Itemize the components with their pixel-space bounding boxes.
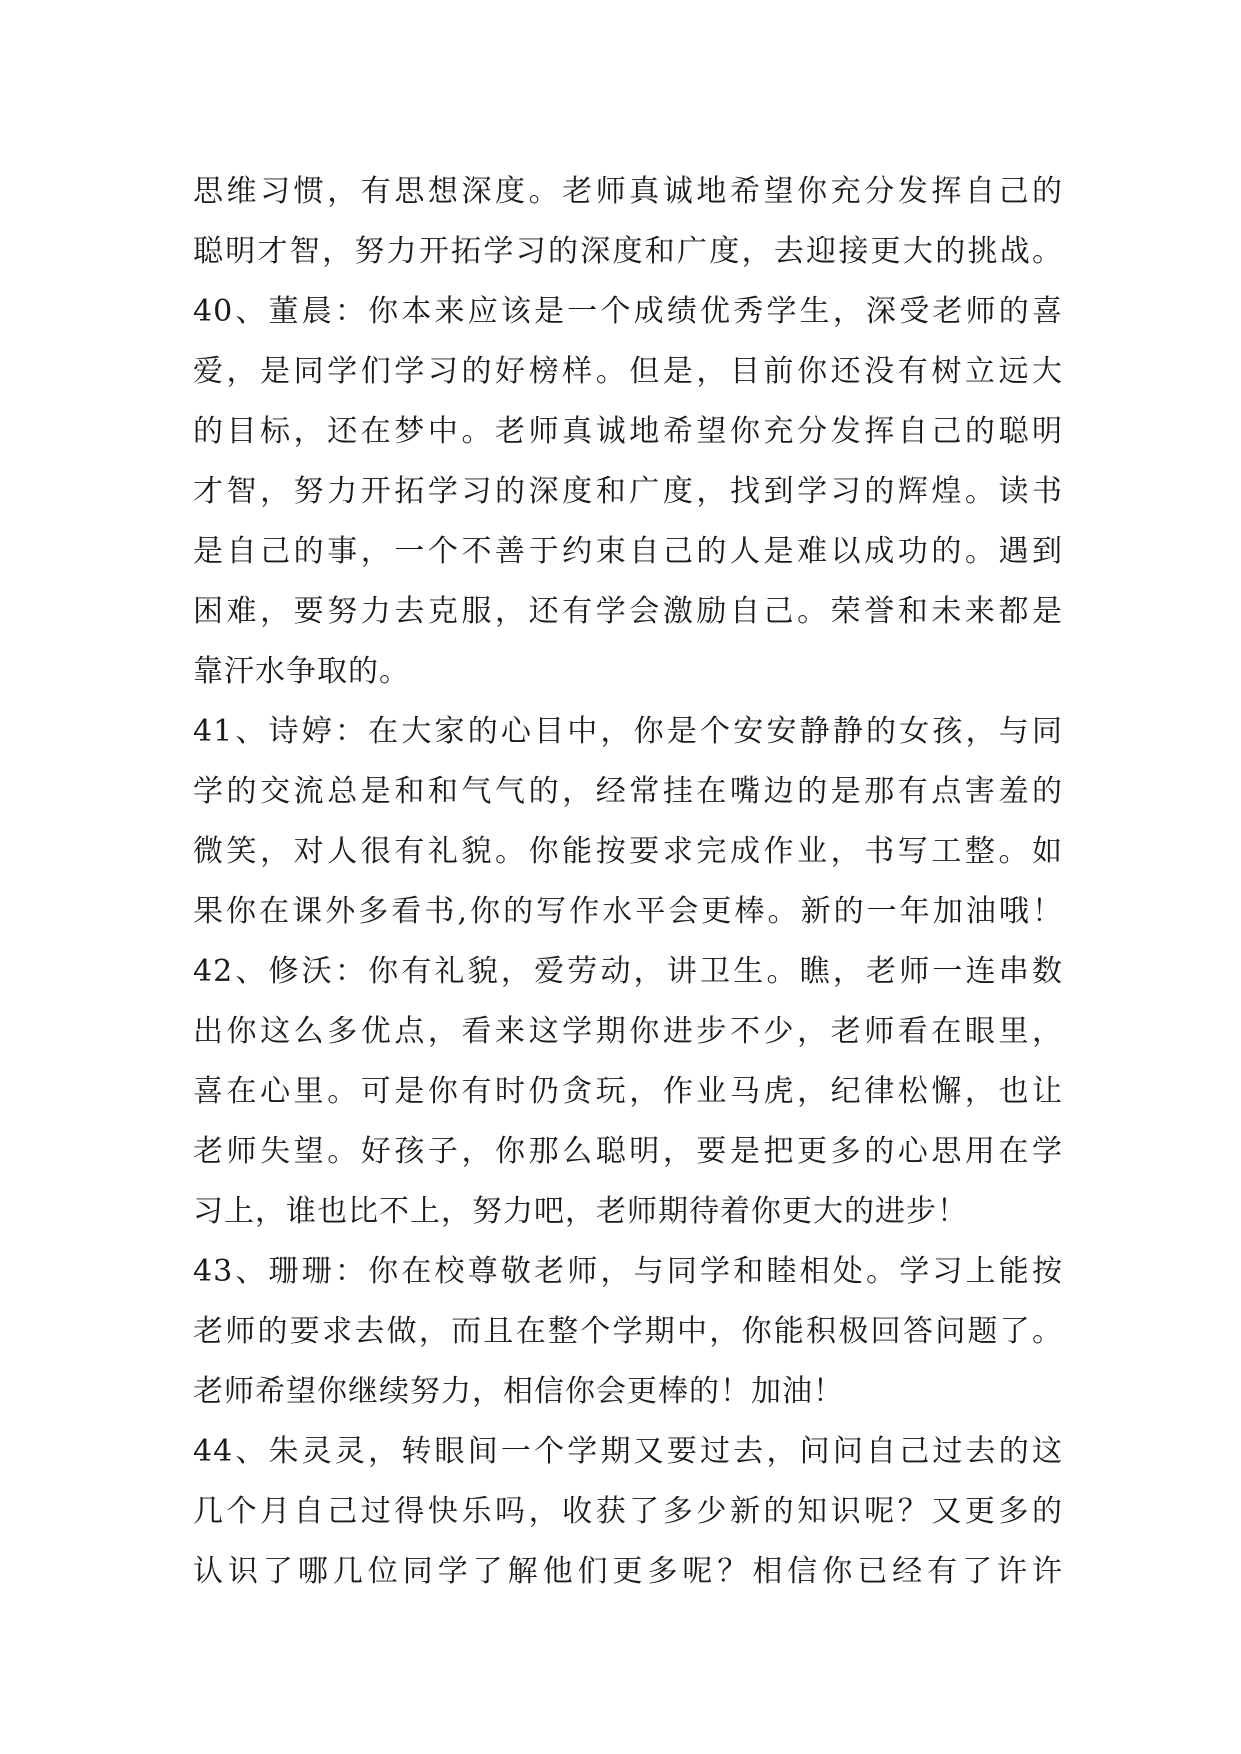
text-line: 习上，谁也比不上，努力吧，老师期待着你更大的进步！ [193, 1194, 968, 1229]
text-line: 的目标，还在梦中。老师真诚地希望你充分发挥自己的聪明 [193, 414, 1063, 449]
text-line: 41、诗婷：在大家的心目中，你是个安安静静的女孩，与同 [193, 714, 1063, 749]
text-line: 才智，努力开拓学习的深度和广度，找到学习的辉煌。读书 [193, 474, 1063, 509]
text-line: 学的交流总是和和气气的，经常挂在嘴边的是那有点害羞的 [193, 774, 1063, 809]
text-line: 老师的要求去做，而且在整个学期中，你能积极回答问题了。 [193, 1314, 1063, 1349]
text-line: 43、珊珊：你在校尊敬老师，与同学和睦相处。学习上能按 [193, 1254, 1063, 1289]
text-line: 靠汗水争取的。 [193, 654, 410, 689]
document-body [193, 162, 1063, 1602]
text-line: 出你这么多优点，看来这学期你进步不少，老师看在眼里， [193, 1014, 1063, 1049]
text-line: 微笑，对人很有礼貌。你能按要求完成作业，书写工整。如 [193, 834, 1063, 869]
text-line: 果你在课外多看书,你的写作水平会更棒。新的一年加油哦！ [193, 894, 1063, 929]
text-line: 思维习惯，有思想深度。老师真诚地希望你充分发挥自己的 [193, 174, 1063, 209]
text-line: 聪明才智，努力开拓学习的深度和广度，去迎接更大的挑战。 [193, 234, 1063, 269]
text-line: 爱，是同学们学习的好榜样。但是，目前你还没有树立远大 [193, 354, 1063, 389]
text-line: 40、董晨：你本来应该是一个成绩优秀学生，深受老师的喜 [193, 294, 1063, 329]
text-line: 42、修沃：你有礼貌，爱劳动，讲卫生。瞧，老师一连串数 [193, 954, 1063, 989]
text-line: 老师失望。好孩子，你那么聪明，要是把更多的心思用在学 [193, 1134, 1063, 1169]
text-line: 老师希望你继续努力，相信你会更棒的！加油！ [193, 1374, 844, 1409]
text-line: 44、朱灵灵，转眼间一个学期又要过去，问问自己过去的这 [193, 1434, 1063, 1469]
text-line: 是自己的事，一个不善于约束自己的人是难以成功的。遇到 [193, 534, 1063, 569]
text-line: 几个月自己过得快乐吗，收获了多少新的知识呢？又更多的 [193, 1494, 1063, 1529]
text-line: 喜在心里。可是你有时仍贪玩，作业马虎，纪律松懈，也让 [193, 1074, 1063, 1109]
text-line: 认识了哪几位同学了解他们更多呢？相信你已经有了许许 [193, 1554, 1063, 1589]
text-line: 困难，要努力去克服，还有学会激励自己。荣誉和未来都是 [193, 594, 1063, 629]
